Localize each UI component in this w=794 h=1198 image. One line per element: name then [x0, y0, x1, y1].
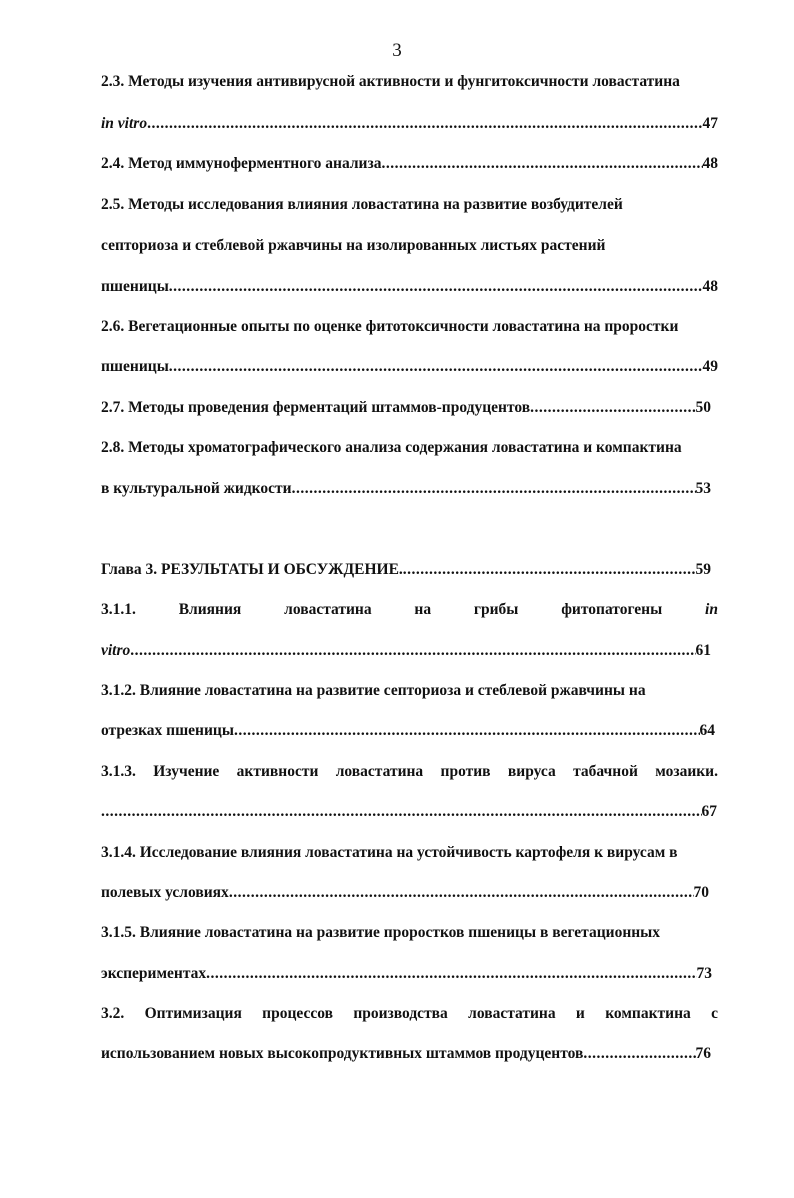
toc-entry-3-1-2-line2	[101, 721, 715, 741]
toc-entry-3-1-1-line2	[101, 641, 711, 661]
toc-entry-3-2-line2	[101, 1044, 711, 1064]
toc-page-number: 48	[702, 278, 718, 295]
toc-entry-2-3-italic: in vitro	[101, 115, 148, 132]
toc-entry-text: использованием новых высокопродуктивных штаммов продуцентов	[101, 1045, 584, 1062]
toc-word: грибы	[473, 601, 519, 618]
toc-word: Влияния	[178, 601, 242, 618]
toc-page-number: 76	[695, 1045, 711, 1062]
toc-entry-3-1-3-line1: 3.1.3. Изучение активности ловастатина против вируса табачной мозаики.	[101, 763, 718, 780]
toc-entry-3-1-4-line2	[101, 883, 709, 903]
leader-dots	[292, 479, 696, 499]
toc-entry-3-1-5-line1: 3.1.5. Влияние ловастатина на развитие проростков пшеницы в вегетационных	[101, 924, 661, 941]
toc-entry-2-6-line1: 2.6. Вегетационные опыты по оценке фитотоксичности ловастатина на проростки	[101, 318, 679, 335]
toc-page-number: 64	[699, 722, 715, 739]
toc-entry-2-5-line1: 2.5. Методы исследования влияния ловастатина на развитие возбудителей	[101, 196, 623, 213]
toc-word-italic: in	[705, 601, 718, 618]
leader-dots	[403, 560, 696, 580]
leader-dots	[147, 114, 702, 134]
toc-entry-2-8-line2	[101, 479, 711, 499]
toc-word: 3.1.1.	[101, 601, 136, 618]
toc-chapter-3	[101, 560, 711, 580]
toc-entry-text: в культуральной жидкости	[101, 480, 292, 497]
leader-dots	[229, 883, 694, 903]
toc-word: на	[414, 601, 432, 618]
leader-dots	[530, 398, 695, 418]
toc-entry-text: 2.4. Метод иммуноферментного анализа	[101, 155, 382, 172]
toc-entry-text: пшеницы	[101, 278, 169, 295]
toc-entry-3-1-1-italic: vitro	[101, 642, 131, 659]
toc-entry-2-5-line3	[101, 277, 718, 297]
toc-entry-3-1-1-line1	[101, 600, 718, 620]
toc-page-number: 59	[695, 561, 711, 578]
toc-entry-2-4	[101, 154, 718, 174]
toc-entry-text: полевых условиях	[101, 884, 229, 901]
toc-entry-text: экспериментах	[101, 965, 207, 982]
toc-page-number: 49	[702, 358, 718, 375]
toc-page-number: 48	[702, 155, 718, 172]
toc-entry-2-3-line1: 2.3. Методы изучения антивирусной активности и фунгитоксичности ловастатина	[101, 73, 680, 90]
toc-entry-text: отрезках пшеницы	[101, 722, 234, 739]
toc-page-number: 53	[695, 480, 711, 497]
toc-entry-2-3-line2	[101, 114, 718, 134]
leader-dots	[101, 802, 702, 822]
toc-page-number: 67	[701, 803, 717, 820]
leader-dots	[583, 1044, 695, 1064]
toc-entry-text: Глава 3. РЕЗУЛЬТАТЫ И ОБСУЖДЕНИЕ.	[101, 561, 403, 578]
toc-entry-3-1-5-line2	[101, 964, 712, 984]
toc-entry-2-8-line1: 2.8. Методы хроматографического анализа содержания ловастатина и компактина	[101, 439, 682, 456]
page-number: 3	[392, 40, 402, 61]
toc-entry-text: пшеницы	[101, 358, 169, 375]
leader-dots	[381, 154, 702, 174]
leader-dots	[234, 721, 700, 741]
toc-page-number: 47	[702, 115, 718, 132]
toc-page-number: 70	[693, 884, 709, 901]
toc-entry-3-1-4-line1: 3.1.4. Исследование влияния ловастатина на устойчивость картофеля к вирусам в	[101, 844, 678, 861]
toc-page-number: 50	[695, 399, 711, 416]
toc-entry-2-6-line2	[101, 357, 718, 377]
toc-entry-text: 2.7. Методы проведения ферментаций штаммов-продуцентов	[101, 399, 531, 416]
toc-entry-2-5-line2: септориоза и стеблевой ржавчины на изолированных листьях растений	[101, 237, 606, 254]
toc-word: ловастатина	[284, 601, 372, 618]
leader-dots	[169, 357, 703, 377]
leader-dots	[206, 964, 696, 984]
toc-word: фитопатогены	[561, 601, 663, 618]
toc-page-number: 73	[696, 965, 712, 982]
toc-entry-3-2-line1: 3.2. Оптимизация процессов производства ловастатина и компактина с	[101, 1005, 718, 1022]
toc-entry-3-1-2-line1: 3.1.2. Влияние ловастатина на развитие септориоза и стеблевой ржавчины на	[101, 682, 646, 699]
toc-entry-3-1-3-line2	[101, 802, 717, 822]
leader-dots	[169, 277, 703, 297]
leader-dots	[130, 641, 695, 661]
toc-entry-2-7	[101, 398, 711, 418]
toc-page-number: 61	[695, 642, 711, 659]
